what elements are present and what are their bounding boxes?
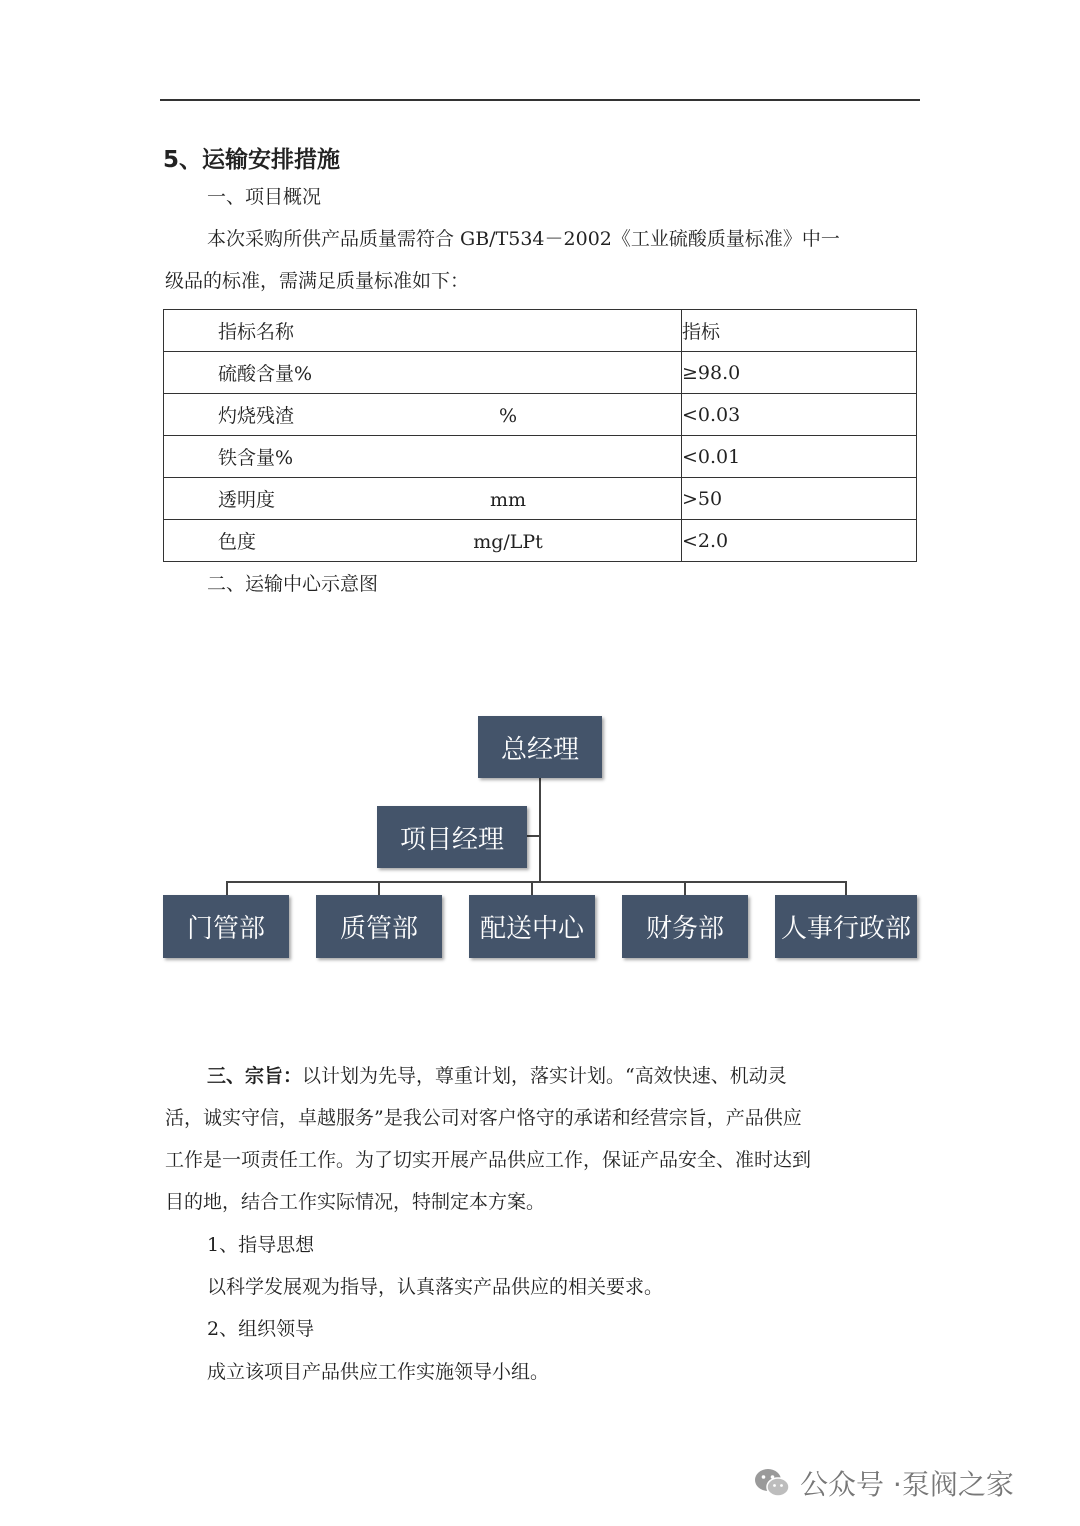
intro-line-1: 本次采购所供产品质量需符合 GB/T534－2002《工业硫酸质量标准》中一: [207, 228, 840, 250]
row-value: <0.03: [682, 394, 917, 436]
connector-drop: [226, 881, 228, 895]
row-value: <2.0: [682, 520, 917, 562]
wechat-icon: [752, 1463, 792, 1503]
footer-account-name: 泵阀之家: [901, 1468, 1014, 1501]
org-box-department: 财务部: [622, 895, 748, 958]
org-box-department: 质管部: [316, 895, 442, 958]
table-header-row: [164, 310, 917, 352]
item2-text: 成立该项目产品供应工作实施领导小组。: [207, 1361, 550, 1383]
row-value: >50: [682, 478, 917, 520]
header-value: 指标: [682, 310, 917, 352]
connector-vertical-main: [539, 778, 541, 882]
purpose-line-3: 工作是一项责任工作。为了切实开展产品供应工作，保证产品安全、准时达到: [165, 1149, 812, 1171]
row-value: <0.01: [682, 436, 917, 478]
row-name: 硫酸含量%: [218, 363, 313, 385]
section-heading: 5、运输安排措施: [163, 147, 341, 173]
row-unit: mg/LPt: [473, 531, 543, 553]
table-row: [164, 520, 917, 562]
org-box-department: 门管部: [163, 895, 289, 958]
intro-line-2: 级品的标准，需满足质量标准如下：: [165, 270, 470, 292]
org-box-department: 人事行政部: [775, 895, 917, 958]
connector-horizontal: [226, 881, 847, 883]
table-row: [164, 436, 917, 478]
item1-title: 1、指导思想: [207, 1234, 315, 1256]
connector-drop: [845, 881, 847, 895]
subheading-overview: 一、项目概况: [207, 186, 322, 208]
connector-drop: [531, 881, 533, 895]
item1-text: 以科学发展观为指导，认真落实产品供应的相关要求。: [207, 1276, 664, 1298]
purpose-text-1: 以计划为先导，尊重计划，落实计划。“高效快速、机动灵: [302, 1065, 787, 1087]
row-name: 铁含量%: [218, 447, 294, 469]
connector-assistant: [527, 835, 540, 837]
purpose-line-4: 目的地，结合工作实际情况，特制定本方案。: [165, 1191, 546, 1213]
connector-drop: [378, 881, 380, 895]
connector-drop: [684, 881, 686, 895]
table-row: [164, 478, 917, 520]
item2-title: 2、组织领导: [207, 1318, 315, 1340]
row-name: 色度: [218, 531, 257, 553]
row-name: 灼烧残渣: [218, 405, 295, 427]
org-box-project-manager: 项目经理: [377, 806, 527, 868]
org-box-department: 配送中心: [469, 895, 595, 958]
subheading-diagram: 二、运输中心示意图: [207, 573, 379, 595]
row-unit: %: [498, 405, 518, 427]
row-name: 透明度: [218, 489, 276, 511]
footer-prefix: 公众号 ·: [800, 1468, 902, 1501]
header-rule: [160, 99, 920, 101]
org-box-general-manager: 总经理: [478, 716, 602, 778]
purpose-line-2: 活，诚实守信，卓越服务”是我公司对客户恪守的承诺和经营宗旨，产品供应: [165, 1107, 802, 1129]
row-value: ≥98.0: [682, 352, 917, 394]
header-name: 指标名称: [218, 321, 295, 343]
row-unit: mm: [489, 489, 527, 511]
purpose-label: 三、宗旨：: [207, 1065, 303, 1087]
table-row: [164, 352, 917, 394]
table-row: [164, 394, 917, 436]
purpose-line-1: [207, 1055, 787, 1097]
quality-standard-table: [163, 309, 917, 562]
footer-watermark: [752, 1458, 1014, 1508]
